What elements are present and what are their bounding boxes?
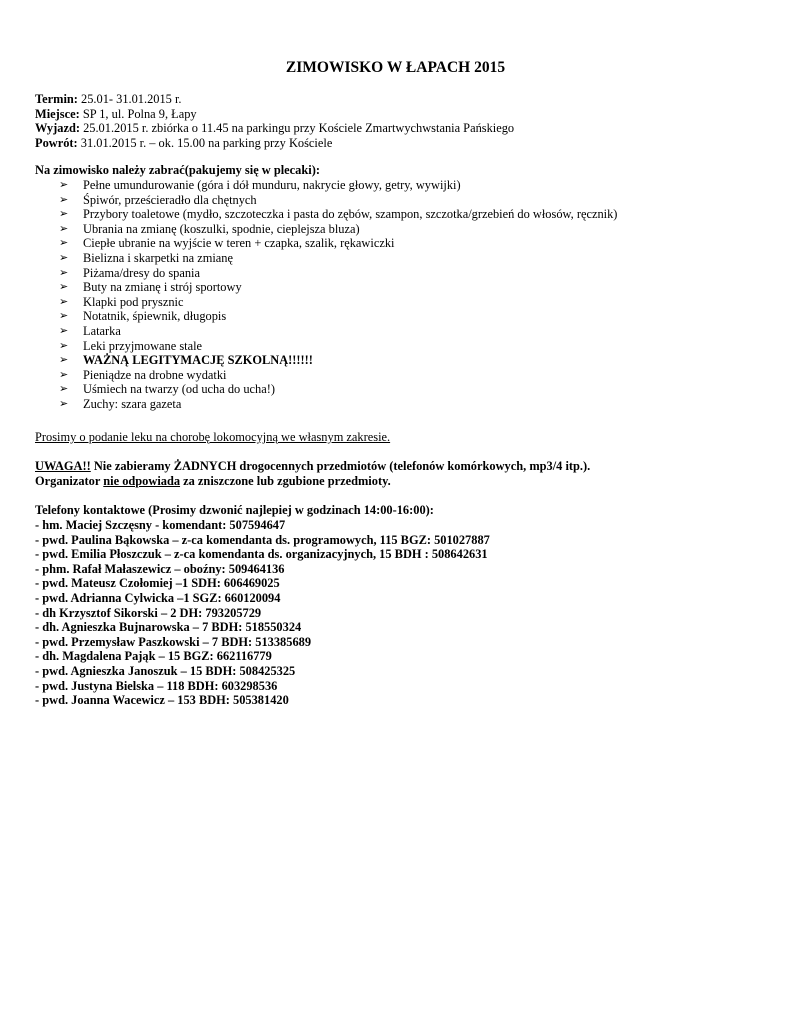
info-wyjazd-label: Wyjazd: bbox=[35, 121, 80, 136]
contacts-list bbox=[35, 518, 755, 708]
packing-item-text: Pełne umundurowanie (góra i dół munduru, nakrycie głowy, getry, wywijki) bbox=[83, 178, 461, 192]
contact-item: - pwd. Adrianna Cylwicka –1 SGZ: 660120094 bbox=[35, 590, 281, 605]
warning-line-2 bbox=[35, 474, 755, 489]
packing-item bbox=[59, 178, 759, 193]
packing-item-text: Piżama/dresy do spania bbox=[83, 265, 200, 280]
packing-item-text: WAŻNĄ LEGITYMACJĘ SZKOLNĄ!!!!!! bbox=[83, 353, 313, 368]
packing-item-text: Leki przyjmowane stale bbox=[83, 338, 203, 353]
contact-item: - pwd. Mateusz Czołomiej –1 SDH: 606469025 bbox=[35, 576, 280, 591]
packing-item bbox=[59, 222, 759, 237]
arrow-bullet-icon: ➢ bbox=[59, 281, 69, 294]
arrow-bullet-icon: ➢ bbox=[59, 193, 69, 206]
packing-item bbox=[59, 368, 759, 383]
info-wyjazd-value: 25.01.2015 r. zbiórka o 11.45 na parkingu przy Kościele Zmartwychwstania Pańskiego bbox=[79, 121, 515, 136]
packing-item-text: Klapki pod prysznic bbox=[83, 294, 184, 309]
arrow-bullet-icon: ➢ bbox=[59, 383, 69, 396]
packing-item-text: Śpiwór, prześcieradło dla chętnych bbox=[83, 192, 257, 207]
arrow-bullet-icon: ➢ bbox=[59, 354, 69, 367]
warning-line-1-text: Nie zabieramy ŻADNYCH drogocennych przedmiotów (telefonów komórkowych, mp3/4 itp.). bbox=[90, 459, 591, 473]
info-powrot-value: 31.01.2015 r. – ok. 15.00 na parking przy Kościele bbox=[77, 135, 333, 150]
info-termin bbox=[35, 92, 755, 107]
contact-item: - pwd. Justyna Bielska – 118 BDH: 603298536 bbox=[35, 678, 278, 693]
packing-item bbox=[59, 251, 759, 266]
info-powrot-label: Powrót: bbox=[35, 135, 78, 150]
packing-item bbox=[59, 309, 759, 324]
packing-item bbox=[59, 295, 759, 310]
packing-item bbox=[59, 266, 759, 281]
arrow-bullet-icon: ➢ bbox=[59, 295, 69, 308]
contact-item: - pwd. Emilia Płoszczuk – z-ca komendanta ds. organizacyjnych, 15 BDH : 508642631 bbox=[35, 547, 488, 562]
medicine-note-text: Prosimy o podanie leku na chorobę lokomocyjną we własnym zakresie. bbox=[35, 430, 391, 444]
contact-item: - dh Krzysztof Sikorski – 2 DH: 793205729 bbox=[35, 605, 262, 620]
warning-line-1 bbox=[35, 459, 755, 474]
info-miejsce bbox=[35, 107, 755, 122]
packing-item-text: Buty na zmianę i strój sportowy bbox=[83, 280, 242, 295]
packing-item bbox=[59, 236, 759, 251]
arrow-bullet-icon: ➢ bbox=[59, 339, 69, 352]
contact-item: - pwd. Przemysław Paszkowski – 7 BDH: 513385689 bbox=[35, 634, 312, 649]
medicine-note bbox=[35, 430, 755, 445]
packing-item-text: Bielizna i skarpetki na zmianę bbox=[83, 250, 234, 265]
packing-item bbox=[59, 397, 759, 412]
warning-organizator: Organizator bbox=[35, 473, 101, 488]
packing-item-text: Pieniądze na drobne wydatki bbox=[83, 367, 227, 382]
contact-item: - pwd. Paulina Bąkowska – z-ca komendanta ds. programowych, 115 BGZ: 501027887 bbox=[35, 532, 490, 547]
info-termin-label: Termin: bbox=[35, 92, 78, 106]
packing-item bbox=[59, 382, 759, 397]
arrow-bullet-icon: ➢ bbox=[59, 310, 69, 323]
packing-item-text: Ubrania na zmianę (koszulki, spodnie, cieplejsza bluza) bbox=[83, 221, 360, 236]
contact-item: - phm. Rafał Małaszewicz – oboźny: 509464136 bbox=[35, 561, 285, 576]
document-title: ZIMOWISKO W ŁAPACH 2015 bbox=[285, 59, 506, 76]
info-wyjazd bbox=[35, 121, 755, 136]
arrow-bullet-icon: ➢ bbox=[59, 397, 69, 410]
packing-heading: Na zimowisko należy zabrać(pakujemy się w plecaki): bbox=[35, 163, 320, 177]
packing-item-text: Uśmiech na twarzy (od ucha do ucha!) bbox=[83, 382, 275, 397]
contacts-heading: Telefony kontaktowe (Prosimy dzwonić najlepiej w godzinach 14:00-16:00): bbox=[35, 503, 434, 517]
arrow-bullet-icon: ➢ bbox=[59, 266, 69, 279]
warning-nie-odpowiada: nie odpowiada bbox=[103, 473, 181, 488]
arrow-bullet-icon: ➢ bbox=[59, 237, 69, 250]
contact-item: - dh. Agnieszka Bujnarowska – 7 BDH: 518550324 bbox=[35, 620, 302, 635]
packing-item bbox=[59, 280, 759, 295]
info-miejsce-value: SP 1, ul. Polna 9, Łapy bbox=[79, 106, 197, 121]
contact-item: - pwd. Agnieszka Janoszuk – 15 BDH: 508425325 bbox=[35, 663, 296, 678]
packing-list bbox=[59, 178, 759, 412]
warning-block bbox=[35, 459, 755, 488]
contact-item: - pwd. Joanna Wacewicz – 153 BDH: 505381420 bbox=[35, 693, 289, 708]
arrow-bullet-icon: ➢ bbox=[59, 251, 69, 264]
packing-item bbox=[59, 207, 759, 222]
arrow-bullet-icon: ➢ bbox=[59, 208, 69, 221]
warning-uwaga: UWAGA!! bbox=[35, 459, 91, 473]
packing-item-text: Przybory toaletowe (mydło, szczoteczka i pasta do zębów, szampon, szczotka/grzebień do włosów, ręcznik) bbox=[83, 207, 618, 222]
packing-item bbox=[59, 193, 759, 208]
info-powrot bbox=[35, 136, 755, 151]
arrow-bullet-icon: ➢ bbox=[59, 179, 69, 191]
info-miejsce-label: Miejsce: bbox=[35, 106, 80, 121]
packing-item bbox=[59, 353, 759, 368]
packing-item bbox=[59, 324, 759, 339]
info-termin-value: 25.01- 31.01.2015 r. bbox=[77, 92, 182, 106]
arrow-bullet-icon: ➢ bbox=[59, 222, 69, 235]
event-info bbox=[35, 92, 755, 150]
packing-item-text: Latarka bbox=[83, 323, 121, 338]
packing-item-text: Notatnik, śpiewnik, długopis bbox=[83, 309, 227, 324]
packing-item-text: Zuchy: szara gazeta bbox=[83, 396, 182, 411]
packing-item bbox=[59, 339, 759, 354]
packing-item-text: Ciepłe ubranie na wyjście w teren + czapka, szalik, rękawiczki bbox=[83, 236, 395, 251]
arrow-bullet-icon: ➢ bbox=[59, 368, 69, 381]
contact-item: - dh. Magdalena Pająk – 15 BGZ: 662116779 bbox=[35, 649, 272, 664]
contact-item: - hm. Maciej Szczęsny - komendant: 507594647 bbox=[35, 518, 286, 532]
warning-line-2-text: za zniszczone lub zgubione przedmioty. bbox=[180, 473, 391, 488]
arrow-bullet-icon: ➢ bbox=[59, 324, 69, 337]
